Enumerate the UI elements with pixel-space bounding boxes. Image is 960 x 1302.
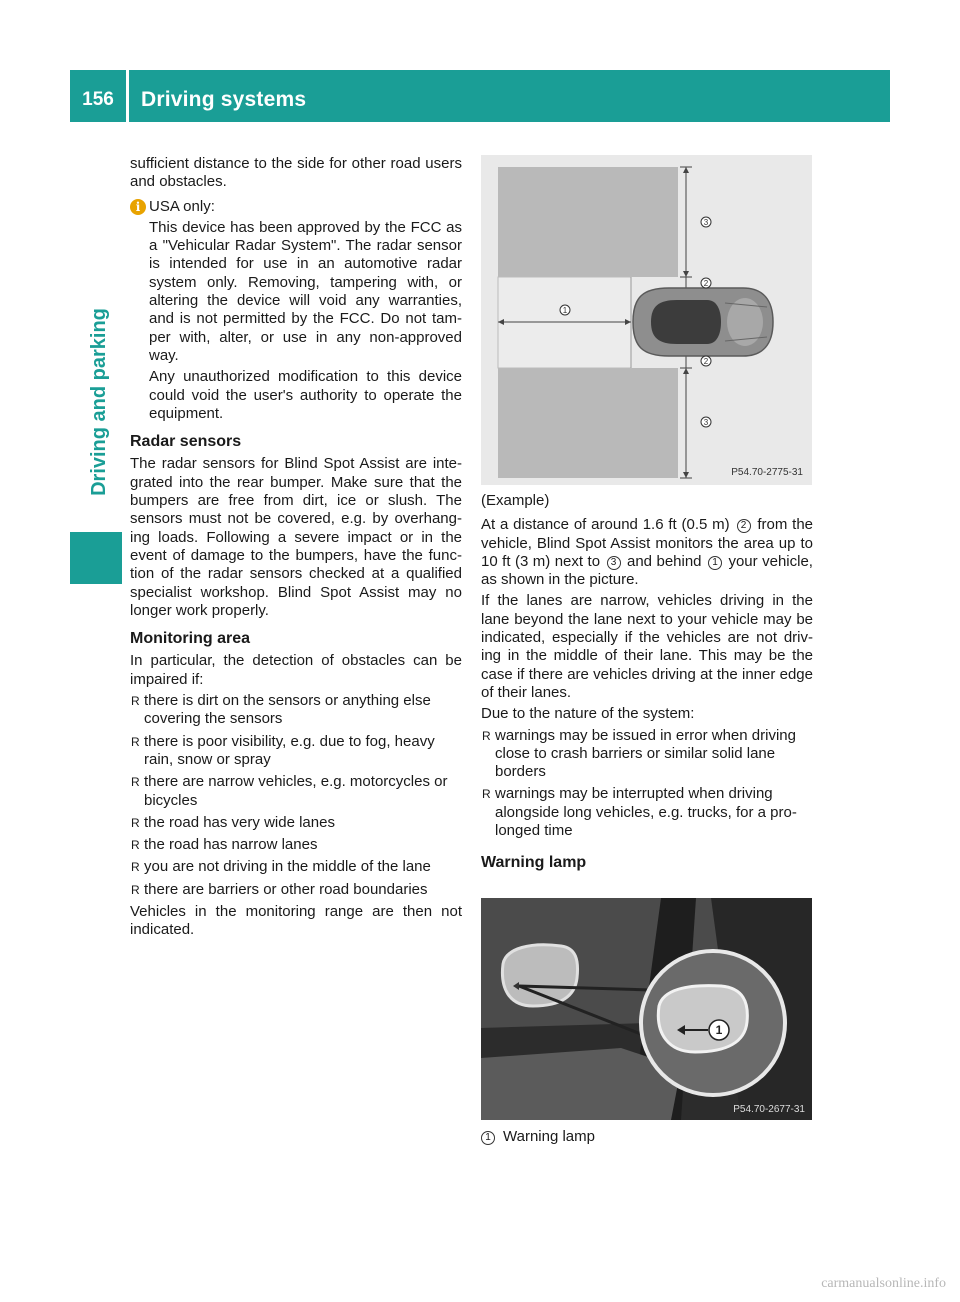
note-paragraph: Any unauthorized modification to this device could void the user's authority to operate the equipment. bbox=[149, 368, 462, 422]
marker-1: 1 bbox=[715, 1023, 723, 1037]
section-title: Driving systems bbox=[141, 88, 307, 111]
note-title: USA only: bbox=[149, 197, 215, 215]
side-tab-label: Driving and parking bbox=[88, 308, 110, 496]
list-item: R warnings may be issued in error when driving close to crash barriers or similar solid lane borders bbox=[482, 726, 796, 781]
page-number: 156 bbox=[82, 89, 114, 110]
list-item: R the road has narrow lanes bbox=[131, 836, 318, 854]
side-zone-lower bbox=[498, 368, 678, 478]
marker-1-ref: 1 bbox=[708, 556, 722, 570]
watermark: carmanualsonline.info bbox=[821, 1276, 946, 1291]
bullet-icon: R bbox=[131, 775, 140, 790]
side-mirror-icon bbox=[502, 945, 577, 1006]
list-item: R warnings may be interrupted when driving alongside long vehicles, e.g. trucks, for a pro-longed time bbox=[482, 785, 797, 840]
warning-lamp-heading: Warning lamp bbox=[481, 854, 587, 872]
radar-sensors-heading: Radar sensors bbox=[130, 433, 242, 451]
info-icon: i bbox=[130, 199, 146, 215]
list-item: R the road has very wide lanes bbox=[131, 813, 335, 831]
list-item: R you are not driving in the middle of the lane bbox=[131, 858, 431, 876]
list-item: R there is poor visibility, e.g. due to fog, heavy rain, snow or spray bbox=[131, 732, 435, 768]
bullet-icon: R bbox=[131, 694, 140, 709]
marker-2-upper: 2 bbox=[703, 279, 709, 288]
system-nature-text: Due to the nature of the system: bbox=[481, 705, 695, 723]
marker-2-lower: 2 bbox=[703, 357, 709, 366]
list-item: R there are narrow vehicles, e.g. motorcycles or bicycles bbox=[131, 773, 448, 809]
figure-caption: 1 Warning lamp bbox=[481, 1128, 595, 1145]
figure-code: P54.70-2677-31 bbox=[733, 1104, 805, 1115]
bullet-icon: R bbox=[131, 734, 140, 749]
mirror-illustration bbox=[481, 898, 812, 1120]
warning-lamp-figure bbox=[481, 898, 812, 1120]
intro-text: sufficient distance to the side for other road users and obstacles. bbox=[130, 155, 462, 191]
warnings-list bbox=[481, 727, 813, 841]
monitoring-area-figure bbox=[481, 155, 812, 485]
list-item: R there are barriers or other road boundaries bbox=[131, 880, 428, 898]
usa-note bbox=[130, 198, 462, 424]
left-column bbox=[130, 155, 462, 943]
example-label: (Example) bbox=[481, 492, 550, 509]
monitoring-description: At a distance of around 1.6 ft (0.5 m) 2 from the vehicle, Blind Spot Assist monitors the area up to 10 ft (3 m) next to 3 and behind 1 your vehicle, as shown in the picture. bbox=[481, 516, 813, 589]
monitoring-list bbox=[130, 692, 462, 899]
marker-3-ref: 3 bbox=[607, 556, 621, 570]
bullet-icon: R bbox=[131, 860, 140, 875]
bullet-icon: R bbox=[131, 882, 140, 897]
bullet-icon: R bbox=[482, 787, 491, 802]
mirror-closeup bbox=[658, 986, 747, 1052]
side-zone-upper bbox=[498, 167, 678, 277]
monitoring-area-heading: Monitoring area bbox=[130, 630, 251, 648]
car-top-view-icon bbox=[633, 288, 773, 356]
narrow-lanes-text: If the lanes are narrow, vehicles driving in the lane beyond the lane next to your vehicle may be indicated, especially if the vehicles are not driv-ing in the middle of their lane. This may be the case if there are vehicles driving at the inner edge of their lanes. bbox=[481, 592, 813, 701]
list-item: R there is dirt on the sensors or anything else covering the sensors bbox=[131, 692, 431, 728]
monitoring-area-diagram bbox=[481, 155, 812, 485]
side-tab bbox=[70, 282, 122, 522]
monitoring-intro: In particular, the detection of obstacles can be impaired if: bbox=[130, 652, 462, 688]
monitoring-outro: Vehicles in the monitoring range are then not indicated. bbox=[130, 902, 462, 939]
marker-3-lower: 3 bbox=[703, 418, 709, 427]
bullet-icon: R bbox=[131, 815, 140, 830]
right-column bbox=[481, 492, 813, 877]
marker-2-ref: 2 bbox=[737, 519, 751, 533]
figure-code: P54.70-2775-31 bbox=[731, 467, 803, 478]
marker-1-ref: 1 bbox=[481, 1131, 495, 1145]
note-paragraph: This device has been approved by the FCC as a "Vehicular Radar System". The radar sensor is intended for use in an automotive radar system only. Removing, tampering with, or altering the device will void any warranties, and is not permitted by the FCC. Do not tam-per with, alter, or use in any non-approved way. bbox=[149, 218, 462, 364]
radar-sensors-text: The radar sensors for Blind Spot Assist are inte-grated into the rear bumper. Make sure that the bumpers are free from dirt, ice or slush. The sensors must not be covered, e.g. by overhang-ing loads. Following a severe impact or in the event of damage to the bumpers, have the func-tion of the radar sensors checked at a qualified specialist workshop. Blind Spot Assist may no longer work properly. bbox=[130, 455, 462, 619]
bullet-icon: R bbox=[482, 728, 491, 743]
bullet-icon: R bbox=[131, 838, 140, 853]
marker-1: 1 bbox=[562, 306, 568, 315]
side-tab-marker bbox=[70, 532, 122, 584]
header-divider bbox=[126, 70, 129, 122]
marker-3-upper: 3 bbox=[703, 218, 709, 227]
